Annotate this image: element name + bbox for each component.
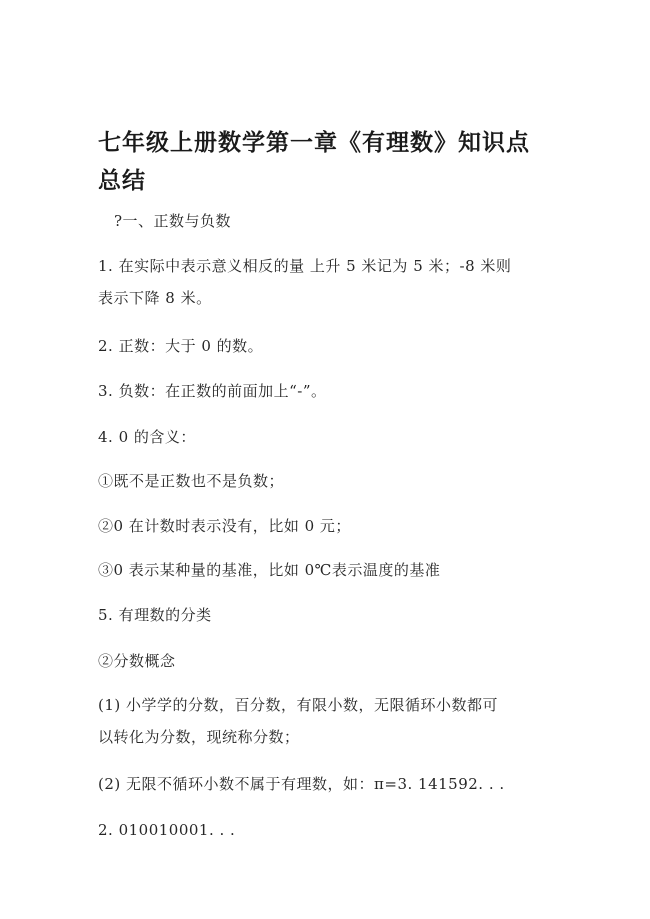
paragraph-1-line-1: 1. 在实际中表示意义相反的量 上升 5 米记为 5 米；-8 米则 [98, 257, 512, 275]
paragraph-5: 5. 有理数的分类 [98, 606, 212, 624]
paragraph-1-line-2: 表示下降 8 米。 [98, 289, 212, 307]
section-heading: ?一、正数与负数 [114, 212, 232, 230]
paragraph-6: 2. 010010001. . . [98, 821, 236, 839]
paragraph-5-sub-1-line-2: 以转化为分数，现统称分数； [98, 728, 300, 746]
title-line-1: 七年级上册数学第一章《有理数》知识点 [98, 130, 530, 156]
paragraph-4-item-3: ③0 表示某种量的基准，比如 0℃表示温度的基准 [98, 561, 441, 579]
document-title [98, 124, 568, 200]
title-line-2: 总结 [98, 168, 146, 194]
paragraph-2: 2. 正数：大于 0 的数。 [98, 337, 264, 355]
paragraph-5-sub-2: (2) 无限不循环小数不属于有理数，如：π=3. 141592. . . [98, 775, 505, 793]
paragraph-4: 4. 0 的含义： [98, 428, 196, 446]
paragraph-4-item-1: ①既不是正数也不是负数； [98, 472, 285, 490]
paragraph-5-item-1: ②分数概念 [98, 652, 176, 670]
paragraph-3: 3. 负数：在正数的前面加上“-”。 [98, 382, 327, 400]
paragraph-5-sub-1-line-1: (1) 小学学的分数，百分数，有限小数，无限循环小数都可 [98, 696, 499, 714]
paragraph-4-item-2: ②0 在计数时表示没有，比如 0 元； [98, 517, 351, 535]
